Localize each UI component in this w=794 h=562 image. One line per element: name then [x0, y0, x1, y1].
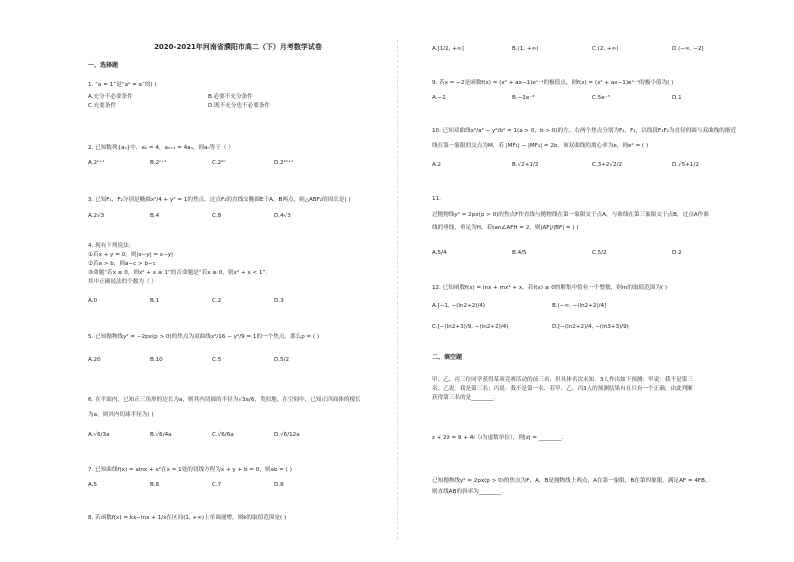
question-7-options [88, 482, 336, 489]
option-c: C.2 [212, 298, 222, 304]
question-7-stem: 7. 已知曲线f(x) = alnx + x²在x = 1处的切线方程为x + y + b = 0，则ab = ( ) [88, 467, 292, 473]
option-a: A.5 [88, 482, 98, 488]
question-4-options [88, 298, 336, 305]
question-8-options [432, 46, 752, 53]
question-1-options-2 [88, 103, 270, 110]
question-4-line-1: 4. 现有下列说法： [88, 243, 135, 249]
question-12-stem: 12. 已知函数f(x) = lnx + mx² + x，若f(x) ≥ 0的解集中恰有一个整数，则m的取值范围为( ) [432, 285, 668, 291]
option-a: A.充分不必要条件 [88, 94, 133, 100]
question-4-line-5: 其中正确说法的个数为（ ） [88, 279, 157, 285]
question-5-options [88, 357, 336, 364]
option-d: D.(−∞, −2] [672, 46, 704, 52]
option-a: A.2ⁿ⁺¹ [88, 160, 105, 166]
column-divider [397, 40, 398, 540]
question-10-line-1: 10. 已知双曲线x²/a² − y²/b² = 1(a > 0，b > 0)的左、右两个焦点分别为F₁，F₂，以线段F₁F₂为直径的圆与双曲线的渐近 [432, 128, 737, 134]
option-a: A.√6/3a [88, 432, 110, 438]
question-12-options [432, 303, 606, 310]
question-8-stem: 8. 若函数f(x) = kx−lnx + 1/x在区间(1, +∞)上单调递增，则k的取值范围是( ) [88, 515, 287, 521]
option-a: A.2 [432, 162, 442, 168]
option-c: C.5/2 [592, 250, 607, 256]
option-b: B.4/5 [512, 250, 527, 256]
question-10-line-2: 线在第一象限的交点为M，若 |MF₁| − |MF₂| = 2b，该双曲线的离心率为e，则e² = ( ) [432, 143, 649, 149]
fill-3-line-2: 则直线AB的斜率为________． [432, 489, 507, 495]
option-a: A.2√3 [88, 213, 105, 219]
fill-1-line-3: 获得第三名的是________． [432, 395, 500, 401]
question-9-options [432, 95, 752, 102]
option-c: C.充要条件 [88, 103, 117, 109]
option-d: D.8 [274, 482, 284, 488]
option-b: B.4 [150, 213, 160, 219]
question-6-line-2: 为a，则其内切球半径为( ) [88, 412, 154, 418]
question-3-stem: 3. 已知F₁，F₂分别是椭圆x²/4 + y² = 1的焦点，过点F₁的直线交椭圆E于A，B两点，则△ABF₂的周长是( ) [88, 197, 351, 203]
option-b: B.(−∞, −(ln2+2)/4] [552, 303, 607, 309]
question-4-line-4: ③命题“若x ≥ 0，则x² + x ≥ 1”的否命题是“若x ≥ 0，则x² + x < 1”. [88, 270, 268, 276]
option-d: D.2²ⁿ⁺¹ [274, 160, 294, 166]
option-b: B.2ⁿ⁺² [150, 160, 167, 166]
option-c: C.7 [212, 482, 222, 488]
option-d: D.√5+1/2 [672, 162, 699, 168]
option-b: B.必要不充分条件 [208, 94, 253, 100]
question-11-line-2: 过抛物线y² = 2px(p > 0)的焦点F作直线与抛物线在第一象限交于点A，与准线在第三象限交于点B，过点A作准 [432, 212, 709, 218]
question-2-stem: 2. 已知数列{aₙ}中，a₁ = 4，aₙ₊₁ = 4aₙ，则aₙ等于（ ） [88, 145, 234, 151]
option-c: C.8 [212, 213, 222, 219]
fill-1-line-1: 甲、乙、丙三位同学获得某项竞赛活动的前三名，但具体名次未知．3人作出如下预测：甲说：我不是第三 [432, 377, 693, 383]
question-11-line-3: 线的垂线，垂足为H，若tan∠AFH = 2，则|AF|/|BF| = ( ) [432, 225, 579, 231]
section-fill-heading: 二、填空题 [432, 354, 463, 361]
question-11-line-1: 11. [432, 196, 441, 202]
option-c: C.5 [212, 357, 222, 363]
option-d: D.√6/12a [274, 432, 300, 438]
option-a: A.−1 [432, 95, 446, 101]
option-c: C.[−(ln2+3)/9, −(ln2+2)/4) [432, 324, 509, 330]
option-d: D.5/2 [274, 357, 290, 363]
question-12-options-2 [432, 324, 629, 331]
fill-3-line-1: 已知抛物线y² = 2px(p > 0)的焦点为F，A，B是抛物线上两点，A在第一象限，B在第四象限，满足AF = 4FB， [432, 478, 711, 484]
option-d: D.[−(ln2+2)/4, −(ln3+3)/9) [552, 324, 629, 330]
option-d: D.1 [672, 95, 682, 101]
question-3-options [88, 213, 336, 220]
question-4-line-3: ②若a > b，则a−c > b−c [88, 261, 156, 267]
question-10-options [432, 162, 752, 169]
question-6-line-1: 6. 在平面内，已知正三角形的边长为a，则其内切圆的半径为√3a/6，类似地，在空间中，已知正四面体的棱长 [88, 397, 361, 403]
option-a: A.[1/2, +∞] [432, 46, 464, 52]
question-9-stem: 9. 若x = −2是函数f(x) = (x² + ax−1)eˣ⁻¹的极值点，则f(x) = (x² + ax−1)eˣ⁻¹的极小值为( ) [432, 80, 674, 86]
option-d: D.既不充分也不必要条件 [208, 103, 271, 109]
fill-1-line-2: 名；乙说：我是第三名；丙说：我不是第一名．若甲、乙、丙3人的预测结果有且只有一个正确，由此判断 [432, 386, 693, 392]
option-b: B.−2e⁻³ [512, 95, 535, 101]
option-d: D.2 [672, 250, 682, 256]
option-a: A.[−1, −(ln2+2)/4) [432, 303, 486, 309]
question-5-stem: 5. 已知抛物线y² = −2px(p > 0)的焦点为双曲线x²/16 − y²/9 = 1的一个焦点，那么p = ( ) [88, 334, 320, 340]
section-choice-heading: 一、选择题 [88, 62, 119, 69]
option-c: C.√6/6a [212, 432, 234, 438]
option-a: A.0 [88, 298, 98, 304]
question-2-options [88, 160, 336, 167]
option-a: A.5/4 [432, 250, 447, 256]
option-b: B.(1, +∞) [512, 46, 539, 52]
exam-title: 2020-2021年河南省濮阳市高二（下）月考数学试卷 [154, 43, 322, 51]
question-1-options [88, 94, 253, 101]
option-c: C.(2, +∞) [592, 46, 619, 52]
question-11-options [432, 250, 752, 257]
question-4-line-2: ①若x + y = 0，则|x−y| = x−y| [88, 252, 173, 258]
option-b: B.√2+1/2 [512, 162, 539, 168]
option-b: B.√6/4a [150, 432, 172, 438]
question-1-stem: 1. “a = 1”是“a² = a”的( ) [88, 82, 157, 88]
option-a: A.20 [88, 357, 101, 363]
option-b: B.10 [150, 357, 163, 363]
option-c: C.2²ⁿ [212, 160, 226, 166]
option-b: B.1 [150, 298, 160, 304]
fill-2-text: z + 2z̄ = 9 + 4i（i为虚数单位），则|z| = ________． [432, 435, 567, 441]
option-d: D.3 [274, 298, 284, 304]
option-d: D.4√3 [274, 213, 291, 219]
option-b: B.6 [150, 482, 160, 488]
option-c: C.3+2√2/2 [592, 162, 623, 168]
question-6-options [88, 432, 336, 439]
option-c: C.5e⁻³ [592, 95, 610, 101]
